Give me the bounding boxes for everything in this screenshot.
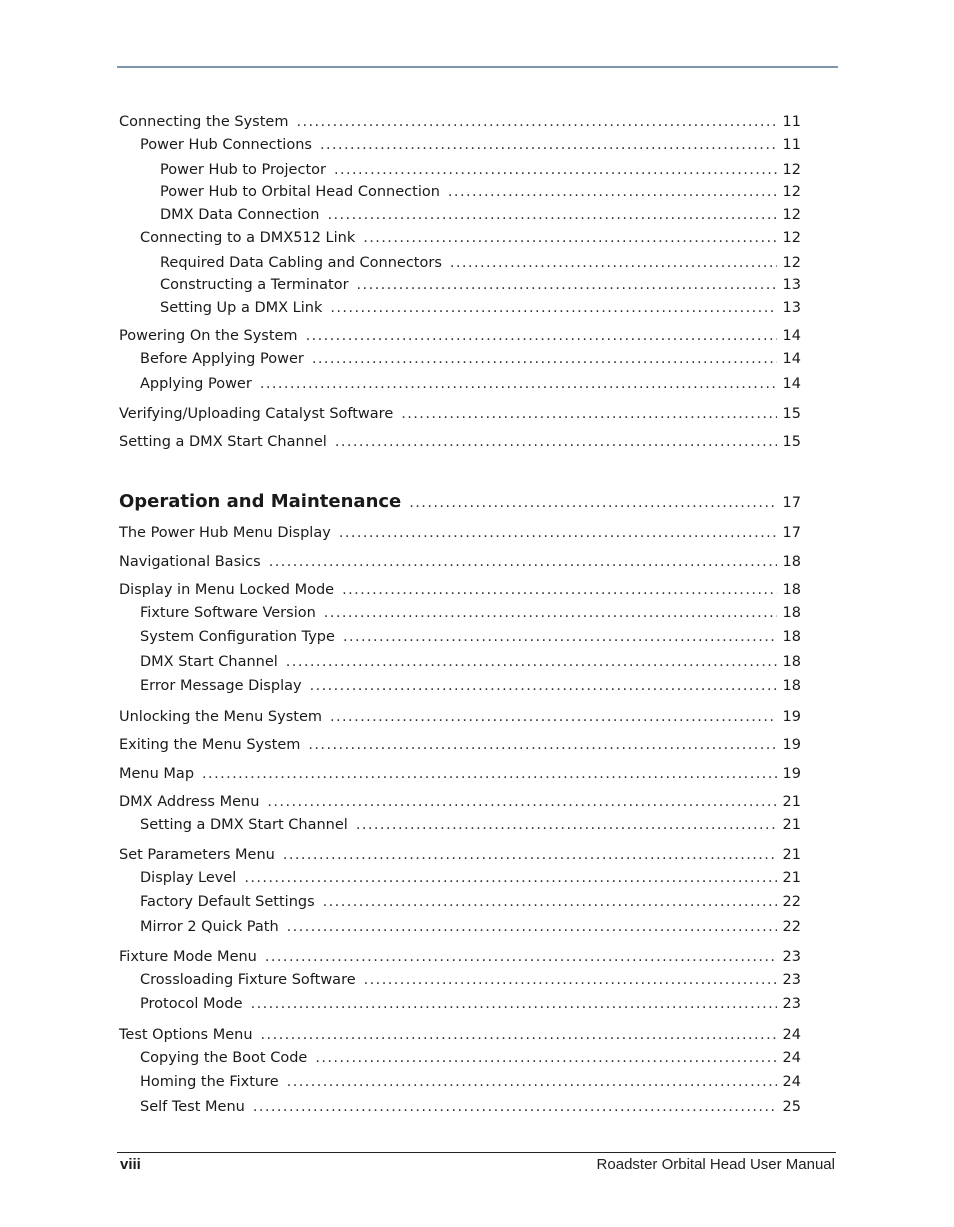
toc-entry-title: Self Test Menu bbox=[140, 1099, 245, 1115]
dot-leader bbox=[330, 708, 777, 726]
toc-entry-page: 24 bbox=[782, 1074, 801, 1090]
toc-entry[interactable] bbox=[160, 299, 801, 317]
toc-entry-page: 14 bbox=[782, 351, 801, 367]
dot-leader bbox=[315, 1049, 777, 1067]
toc-entry[interactable] bbox=[160, 161, 801, 179]
footer-page-number: viii bbox=[120, 1156, 141, 1173]
toc-entry-page: 17 bbox=[782, 495, 801, 511]
toc-entry[interactable] bbox=[119, 948, 801, 966]
toc-entry-title: DMX Address Menu bbox=[119, 794, 260, 810]
toc-entry-page: 21 bbox=[782, 794, 801, 810]
toc-entry-page: 21 bbox=[782, 847, 801, 863]
toc-entry[interactable] bbox=[140, 628, 801, 646]
toc-entry[interactable] bbox=[140, 136, 801, 154]
dot-leader bbox=[251, 995, 777, 1013]
dot-leader bbox=[324, 604, 777, 622]
toc-entry[interactable] bbox=[119, 327, 801, 345]
toc-entry-title: Factory Default Settings bbox=[140, 894, 315, 910]
toc-entry-title: Exiting the Menu System bbox=[119, 737, 301, 753]
toc-entry[interactable] bbox=[140, 995, 801, 1013]
dot-leader bbox=[356, 816, 777, 834]
toc-entry[interactable] bbox=[160, 276, 801, 294]
dot-leader bbox=[334, 161, 777, 179]
toc-entry-title: Connecting the System bbox=[119, 114, 289, 130]
toc-section-title: Operation and Maintenance bbox=[119, 491, 402, 512]
toc-entry-title: Connecting to a DMX512 Link bbox=[140, 230, 356, 246]
toc-entry[interactable] bbox=[119, 793, 801, 811]
toc-entry[interactable] bbox=[160, 254, 801, 272]
dot-leader bbox=[401, 405, 777, 423]
dot-leader bbox=[323, 893, 777, 911]
toc-entry[interactable] bbox=[160, 183, 801, 201]
toc-entry-title: Power Hub to Orbital Head Connection bbox=[160, 184, 440, 200]
dot-leader bbox=[308, 736, 777, 754]
toc-entry-title: Unlocking the Menu System bbox=[119, 709, 322, 725]
toc-entry[interactable] bbox=[140, 229, 801, 247]
toc-entry[interactable] bbox=[140, 653, 801, 671]
toc-entry-title: Setting a DMX Start Channel bbox=[119, 434, 327, 450]
dot-leader bbox=[310, 677, 777, 695]
dot-leader bbox=[261, 1026, 777, 1044]
toc-entry-page: 18 bbox=[782, 654, 801, 670]
toc-entry[interactable] bbox=[140, 604, 801, 622]
footer-rule bbox=[117, 1152, 836, 1153]
dot-leader bbox=[342, 581, 777, 599]
dot-leader bbox=[202, 765, 777, 783]
toc-entry-page: 18 bbox=[782, 605, 801, 621]
toc-entry[interactable] bbox=[119, 846, 801, 864]
toc-entry-title: Power Hub Connections bbox=[140, 137, 312, 153]
toc-entry-title: Applying Power bbox=[140, 376, 252, 392]
toc-entry-title: Mirror 2 Quick Path bbox=[140, 919, 279, 935]
toc-entry-title: Power Hub to Projector bbox=[160, 162, 326, 178]
toc-entry-page: 25 bbox=[782, 1099, 801, 1115]
toc-entry-page: 15 bbox=[782, 406, 801, 422]
toc-entry-title: Setting Up a DMX Link bbox=[160, 300, 323, 316]
toc-entry-title: The Power Hub Menu Display bbox=[119, 525, 331, 541]
dot-leader bbox=[450, 254, 777, 272]
toc-entry-page: 18 bbox=[782, 554, 801, 570]
toc-entry-title: Menu Map bbox=[119, 766, 195, 782]
dot-leader bbox=[267, 793, 777, 811]
dot-leader bbox=[357, 276, 777, 294]
dot-leader bbox=[296, 113, 777, 131]
toc-entry-page: 15 bbox=[782, 434, 801, 450]
toc-entry-page: 23 bbox=[782, 996, 801, 1012]
toc-entry[interactable] bbox=[140, 893, 801, 911]
toc-entry[interactable] bbox=[140, 816, 801, 834]
toc-entry-page: 19 bbox=[782, 709, 801, 725]
toc-entry[interactable] bbox=[140, 350, 801, 368]
toc-entry[interactable] bbox=[119, 765, 801, 783]
toc-entry[interactable] bbox=[119, 1026, 801, 1044]
toc-entry-page: 18 bbox=[782, 629, 801, 645]
toc-entry-page: 13 bbox=[782, 277, 801, 293]
toc-entry[interactable] bbox=[119, 553, 801, 571]
dot-leader bbox=[330, 299, 777, 317]
dot-leader bbox=[343, 628, 777, 646]
toc-entry-title: Homing the Fixture bbox=[140, 1074, 279, 1090]
toc-entry-title: Copying the Boot Code bbox=[140, 1050, 308, 1066]
dot-leader bbox=[287, 918, 777, 936]
toc-entry-page: 12 bbox=[782, 207, 801, 223]
toc-entry-page: 24 bbox=[782, 1050, 801, 1066]
toc-entry-page: 21 bbox=[782, 817, 801, 833]
toc-entry-page: 11 bbox=[782, 114, 801, 130]
toc-entry-page: 17 bbox=[782, 525, 801, 541]
toc-entry-page: 12 bbox=[782, 255, 801, 271]
dot-leader bbox=[287, 1073, 777, 1091]
toc-entry-title: System Configuration Type bbox=[140, 629, 335, 645]
toc-entry-title: Powering On the System bbox=[119, 328, 298, 344]
dot-leader bbox=[260, 375, 777, 393]
toc-entry[interactable] bbox=[140, 1073, 801, 1091]
toc-entry-page: 14 bbox=[782, 328, 801, 344]
toc-entry-title: DMX Data Connection bbox=[160, 207, 320, 223]
toc-entry-page: 23 bbox=[782, 972, 801, 988]
toc-entry-page: 12 bbox=[782, 230, 801, 246]
dot-leader bbox=[306, 327, 777, 345]
toc-entry-title: Fixture Software Version bbox=[140, 605, 316, 621]
toc-entry-title: Set Parameters Menu bbox=[119, 847, 275, 863]
toc-entry-page: 23 bbox=[782, 949, 801, 965]
toc-entry-title: Protocol Mode bbox=[140, 996, 243, 1012]
toc-entry-page: 12 bbox=[782, 162, 801, 178]
toc-entry-title: DMX Start Channel bbox=[140, 654, 278, 670]
toc-entry[interactable] bbox=[140, 1049, 801, 1067]
toc-entry-title: Fixture Mode Menu bbox=[119, 949, 257, 965]
dot-leader bbox=[265, 948, 777, 966]
dot-leader bbox=[244, 869, 777, 887]
toc-entry[interactable] bbox=[119, 736, 801, 754]
toc-entry[interactable] bbox=[119, 433, 801, 451]
toc-entry[interactable] bbox=[140, 677, 801, 695]
toc-entry-page: 14 bbox=[782, 376, 801, 392]
dot-leader bbox=[269, 553, 777, 571]
toc-entry[interactable] bbox=[140, 918, 801, 936]
toc-entry-title: Crossloading Fixture Software bbox=[140, 972, 356, 988]
toc-entry[interactable] bbox=[119, 524, 801, 542]
toc-entry-title: Navigational Basics bbox=[119, 554, 261, 570]
dot-leader bbox=[409, 492, 777, 514]
toc-entry-page: 12 bbox=[782, 184, 801, 200]
dot-leader bbox=[312, 350, 777, 368]
dot-leader bbox=[364, 971, 777, 989]
toc-entry-title: Error Message Display bbox=[140, 678, 302, 694]
toc-entry[interactable] bbox=[119, 581, 801, 599]
dot-leader bbox=[253, 1098, 777, 1116]
dot-leader bbox=[328, 206, 778, 224]
toc-entry-title: Verifying/Uploading Catalyst Software bbox=[119, 406, 394, 422]
dot-leader bbox=[335, 433, 777, 451]
toc-entry-title: Constructing a Terminator bbox=[160, 277, 349, 293]
toc-entry-title: Required Data Cabling and Connectors bbox=[160, 255, 442, 271]
toc-entry[interactable] bbox=[140, 869, 801, 887]
footer-manual-title: Roadster Orbital Head User Manual bbox=[596, 1156, 835, 1173]
toc-entry-page: 18 bbox=[782, 678, 801, 694]
toc-entry-title: Test Options Menu bbox=[119, 1027, 253, 1043]
toc-entry[interactable] bbox=[119, 405, 801, 423]
toc-entry[interactable] bbox=[160, 206, 801, 224]
toc-entry[interactable] bbox=[119, 113, 801, 131]
dot-leader bbox=[320, 136, 777, 154]
toc-entry-page: 11 bbox=[782, 137, 801, 153]
dot-leader bbox=[363, 229, 777, 247]
dot-leader bbox=[286, 653, 777, 671]
toc-entry-title: Setting a DMX Start Channel bbox=[140, 817, 348, 833]
toc-entry-page: 13 bbox=[782, 300, 801, 316]
dot-leader bbox=[339, 524, 777, 542]
toc-section-heading[interactable] bbox=[119, 491, 801, 514]
toc-entry-title: Display Level bbox=[140, 870, 237, 886]
toc-entry-page: 18 bbox=[782, 582, 801, 598]
toc-entry-page: 19 bbox=[782, 766, 801, 782]
toc-entry-title: Before Applying Power bbox=[140, 351, 304, 367]
toc-entry-page: 21 bbox=[782, 870, 801, 886]
toc-entry-title: Display in Menu Locked Mode bbox=[119, 582, 335, 598]
toc-entry[interactable] bbox=[119, 708, 801, 726]
toc-entry-page: 22 bbox=[782, 894, 801, 910]
toc-entry[interactable] bbox=[140, 971, 801, 989]
dot-leader bbox=[448, 183, 777, 201]
toc-entry-page: 22 bbox=[782, 919, 801, 935]
dot-leader bbox=[283, 846, 777, 864]
toc-entry[interactable] bbox=[140, 1098, 801, 1116]
toc-entry-page: 19 bbox=[782, 737, 801, 753]
toc-entry-page: 24 bbox=[782, 1027, 801, 1043]
toc-entry[interactable] bbox=[140, 375, 801, 393]
